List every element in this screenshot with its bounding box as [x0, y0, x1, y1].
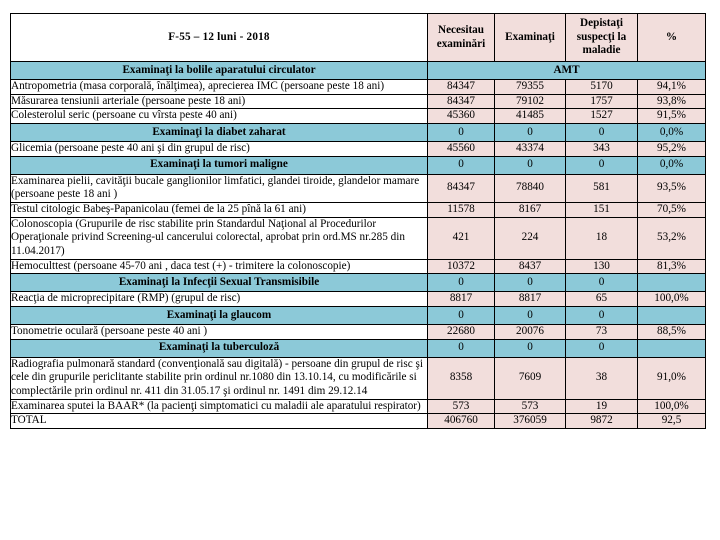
screening-report-table: [10, 13, 706, 429]
column-header-depistati: Depistaţi suspecţi la maladie: [566, 14, 638, 62]
section-value-depistati: 0: [566, 274, 638, 292]
row-value-depistati: 5170: [566, 80, 638, 95]
table-row: [11, 202, 706, 217]
section-value-percent: [638, 274, 706, 292]
section-header-row: [11, 339, 706, 357]
total-value-depistati: 9872: [566, 414, 638, 429]
row-value-necesitau: 45360: [428, 109, 495, 124]
row-value-percent: 91,0%: [638, 357, 706, 399]
row-value-necesitau: 8358: [428, 357, 495, 399]
row-value-examinati: 8817: [495, 292, 566, 307]
row-label: Hemoculttest (persoane 45-70 ani , daca test (+) - trimitere la colonoscopie): [11, 259, 428, 274]
row-value-percent: 70,5%: [638, 202, 706, 217]
section-header-row: [11, 274, 706, 292]
column-header-percent: %: [638, 14, 706, 62]
row-value-examinati: 8437: [495, 259, 566, 274]
row-label: Testul citologic Babeş-Papanicolau (femei de la 25 pînă la 61 ani): [11, 202, 428, 217]
row-label: Colesterolul seric (persoane cu vîrsta peste 40 ani): [11, 109, 428, 124]
row-value-necesitau: 22680: [428, 324, 495, 339]
section-title: Examinaţi la glaucom: [11, 306, 428, 324]
row-value-percent: 95,2%: [638, 141, 706, 156]
section-value-necesitau: 0: [428, 274, 495, 292]
row-value-necesitau: 573: [428, 399, 495, 414]
row-label: Măsurarea tensiunii arteriale (persoane peste 18 ani): [11, 94, 428, 109]
row-value-percent: 93,5%: [638, 174, 706, 202]
row-value-depistati: 581: [566, 174, 638, 202]
section-value-necesitau: 0: [428, 339, 495, 357]
row-value-percent: 100,0%: [638, 292, 706, 307]
row-value-necesitau: 84347: [428, 94, 495, 109]
row-value-depistati: 130: [566, 259, 638, 274]
section-value-percent: [638, 306, 706, 324]
row-value-examinati: 79102: [495, 94, 566, 109]
section-value-percent: 0,0%: [638, 123, 706, 141]
table-row: [11, 80, 706, 95]
row-label: Tonometrie oculară (persoane peste 40 ani ): [11, 324, 428, 339]
total-value-necesitau: 406760: [428, 414, 495, 429]
row-value-percent: 100,0%: [638, 399, 706, 414]
section-header-row: [11, 306, 706, 324]
table-row: [11, 292, 706, 307]
section-span-label: AMT: [428, 62, 706, 80]
row-value-necesitau: 8817: [428, 292, 495, 307]
section-value-depistati: 0: [566, 339, 638, 357]
total-label: TOTAL: [11, 414, 428, 429]
section-title: Examinaţi la tumori maligne: [11, 156, 428, 174]
section-value-necesitau: 0: [428, 123, 495, 141]
section-header-row: [11, 123, 706, 141]
row-value-examinati: 573: [495, 399, 566, 414]
row-value-percent: 91,5%: [638, 109, 706, 124]
table-row: [11, 109, 706, 124]
section-value-examinati: 0: [495, 274, 566, 292]
row-label: Glicemia (persoane peste 40 ani şi din grupul de risc): [11, 141, 428, 156]
row-value-examinati: 79355: [495, 80, 566, 95]
row-label: Radiografia pulmonară standard (convenţională sau digitală) - persoane din grupul de risc şi cele din grupurile periclitante stabilite prin ordinul nr.1080 din 13.10.14, cu modificările si complectările prin ordinul nr. 411 din 31.05.17 şi ordinul nr. 1491 dim 29.12.14: [11, 357, 428, 399]
row-value-depistati: 19: [566, 399, 638, 414]
section-value-percent: 0,0%: [638, 156, 706, 174]
row-value-examinati: 78840: [495, 174, 566, 202]
row-value-examinati: 8167: [495, 202, 566, 217]
section-header-row: [11, 156, 706, 174]
column-header-necesitau: Necesitau examinări: [428, 14, 495, 62]
section-value-examinati: 0: [495, 123, 566, 141]
table-row: [11, 259, 706, 274]
row-value-percent: 94,1%: [638, 80, 706, 95]
row-value-necesitau: 11578: [428, 202, 495, 217]
column-header-examinati: Examinaţi: [495, 14, 566, 62]
row-label: Reacţia de microprecipitare (RMP) (grupul de risc): [11, 292, 428, 307]
section-title: Examinaţi la tuberculoză: [11, 339, 428, 357]
section-value-examinati: 0: [495, 156, 566, 174]
row-value-examinati: 43374: [495, 141, 566, 156]
row-value-depistati: 1757: [566, 94, 638, 109]
row-value-necesitau: 10372: [428, 259, 495, 274]
row-value-depistati: 151: [566, 202, 638, 217]
section-header-row: [11, 62, 706, 80]
section-value-depistati: 0: [566, 306, 638, 324]
row-value-depistati: 18: [566, 217, 638, 259]
row-label: Colonoscopia (Grupurile de risc stabilite prin Standardul Naţional al Procedurilor Operaţionale privind Screening-ul cancerului colorectal, aprobat prin ord.MS nr.285 din 11.04.2017): [11, 217, 428, 259]
table-row: [11, 174, 706, 202]
section-title: Examinaţi la bolile aparatului circulator: [11, 62, 428, 80]
row-label: Antropometria (masa corporală, înălţimea), aprecierea IMC (persoane peste 18 ani): [11, 80, 428, 95]
row-value-depistati: 343: [566, 141, 638, 156]
table-row: [11, 324, 706, 339]
report-title: F-55 – 12 luni - 2018: [11, 14, 428, 62]
row-value-depistati: 73: [566, 324, 638, 339]
section-title: Examinaţi la Infecţii Sexual Transmisibile: [11, 274, 428, 292]
table-row: [11, 94, 706, 109]
section-value-percent: [638, 339, 706, 357]
row-value-necesitau: 84347: [428, 80, 495, 95]
row-value-necesitau: 84347: [428, 174, 495, 202]
row-value-examinati: 224: [495, 217, 566, 259]
row-label: Examinarea pielii, cavităţii bucale ganglionilor limfatici, glandei tiroide, glandelor mamare (persoane peste 18 ani ): [11, 174, 428, 202]
table-row: [11, 217, 706, 259]
row-value-percent: 81,3%: [638, 259, 706, 274]
total-value-percent: 92,5: [638, 414, 706, 429]
table-row: [11, 399, 706, 414]
row-value-examinati: 7609: [495, 357, 566, 399]
row-value-necesitau: 421: [428, 217, 495, 259]
section-value-necesitau: 0: [428, 156, 495, 174]
table-row: [11, 141, 706, 156]
section-value-necesitau: 0: [428, 306, 495, 324]
section-value-depistati: 0: [566, 123, 638, 141]
row-value-percent: 88,5%: [638, 324, 706, 339]
row-label: Examinarea sputei la BAAR* (la pacienţi simptomatici cu maladii ale aparatului respirator): [11, 399, 428, 414]
total-value-examinati: 376059: [495, 414, 566, 429]
section-value-depistati: 0: [566, 156, 638, 174]
row-value-depistati: 38: [566, 357, 638, 399]
section-value-examinati: 0: [495, 339, 566, 357]
row-value-examinati: 20076: [495, 324, 566, 339]
section-value-examinati: 0: [495, 306, 566, 324]
row-value-examinati: 41485: [495, 109, 566, 124]
row-value-percent: 93,8%: [638, 94, 706, 109]
total-row: [11, 414, 706, 429]
table-row: [11, 357, 706, 399]
section-title: Examinaţi la diabet zaharat: [11, 123, 428, 141]
row-value-percent: 53,2%: [638, 217, 706, 259]
row-value-depistati: 65: [566, 292, 638, 307]
row-value-depistati: 1527: [566, 109, 638, 124]
row-value-necesitau: 45560: [428, 141, 495, 156]
table-header-row: [11, 14, 706, 62]
